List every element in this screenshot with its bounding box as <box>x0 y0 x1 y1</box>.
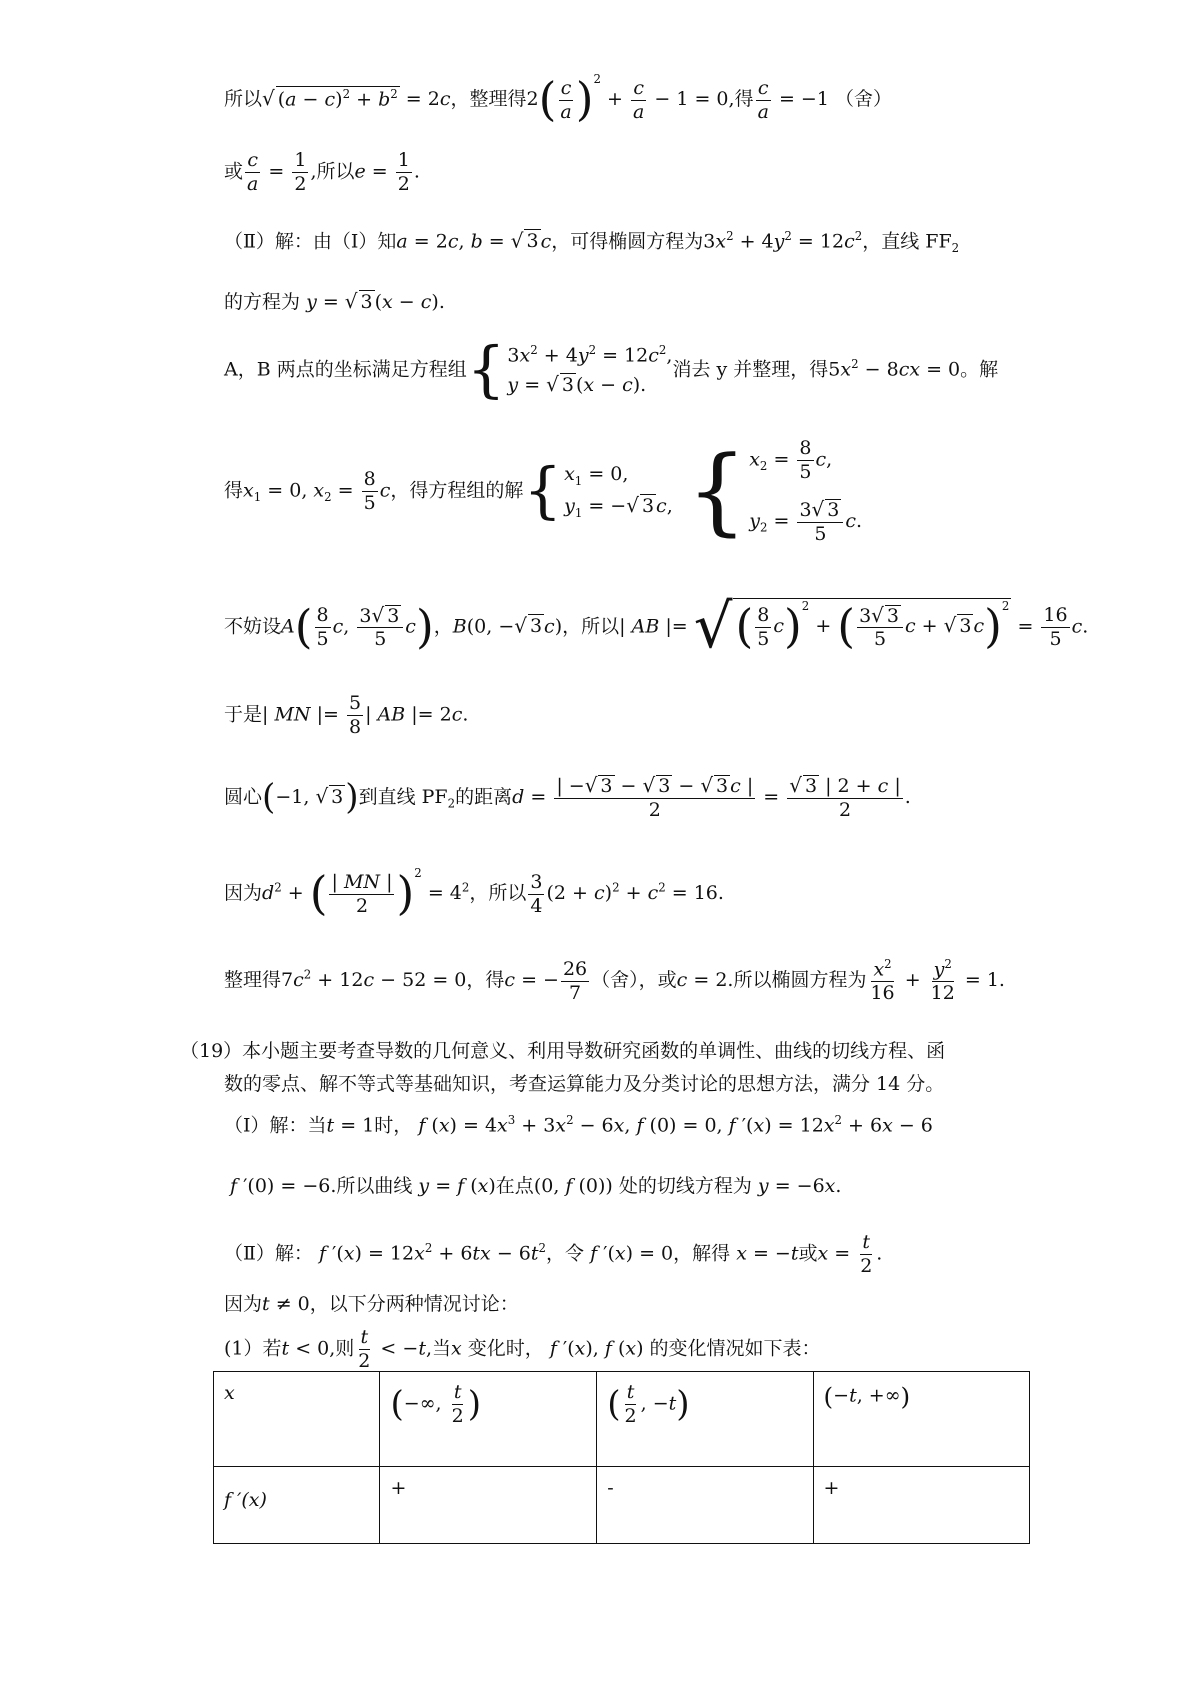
text-she2: （舍），或 <box>591 969 677 992</box>
text-p2-jie: ，解得 <box>673 1242 731 1265</box>
table-row <box>214 1467 1030 1544</box>
text-zhengli: ，整理得 <box>450 88 527 110</box>
text-part2-label: （Ⅱ）解：由（Ⅰ）知 <box>224 230 397 253</box>
text-case1-ze: ,则 <box>329 1337 355 1360</box>
row-label-fprime: f ′(x) <box>214 1467 380 1544</box>
text-bufang: 不妨设 <box>224 615 282 638</box>
text-ab-prefix: A，B 两点的坐标满足方程组 <box>224 358 467 381</box>
text-ab-tail: 。解 <box>960 358 999 381</box>
interval-2: ( $\frac{t}{2}$ , −t) <box>597 1372 813 1467</box>
text-p1-label: （Ⅰ）解：当 <box>224 1114 327 1137</box>
text-de2: ，得 <box>466 969 505 992</box>
text-tangent3: 处的切线方程为 <box>618 1175 752 1197</box>
text-yinwei-t: 因为 <box>224 1293 263 1315</box>
line-2: 或 $\frac{c}{a}$ = $\frac{1}{2}$ ,所以e = $\frac{1}{2}$ . <box>224 149 420 195</box>
line-7: 不妨设A( $\frac{8}{5}$ c, $\frac{3√ 3}{5}$ c)，B(0, −√ 3 c)，所以| AB |= √( $\frac{8}{5}$ c)$^2$ + ( $\frac{3√ 3}{5}$ c + √ 3 c)$^2$ = $\frac{16}{5}$ c. <box>224 592 1089 662</box>
line-8: 于是| MN |= $\frac{5}{8}$ | AB |= 2c. <box>224 692 469 738</box>
text-yushi: 于是 <box>224 703 263 726</box>
text-distance2: 的距离 <box>455 785 513 808</box>
text-distance: 到直线 PF <box>358 785 448 808</box>
text-she: （舍） <box>834 88 892 110</box>
sign-2: - <box>597 1467 813 1544</box>
text-case1-change: 变化时， <box>467 1337 544 1360</box>
text-case1: (1）若 <box>224 1337 282 1360</box>
interval-3: (−t, +∞) <box>813 1372 1029 1467</box>
line-4: 的方程为 y = √ 3 (x − c). <box>224 289 445 313</box>
line-5: A，B 两点的坐标满足方程组 { $3x^2 + 4y^2 = 12c^2$, y = √ 3 (x − c). 消去 y 并整理，得$5x^2 - 8cx = 0$。解 <box>224 335 999 405</box>
q19-part2: （Ⅱ）解： f $'(x) = 12x^2 + 6tx - 6t^2$，令 f ′(x) = 0，解得 x = −t或x = $\frac{t}{2}$ . <box>224 1231 883 1277</box>
text-de-solution: ，得方程组的解 <box>390 479 524 502</box>
text-part2-mid: ，可得椭圆方程为 <box>551 230 704 253</box>
text-suoyi-e: ,所以 <box>310 160 355 183</box>
text-p2-label: （Ⅱ）解： <box>224 1242 313 1265</box>
q19-part1: （Ⅰ）解：当t = 1时， f $(x) = 4x^3 + 3x^2 - 6x$, f (0) = 0, f $'(x) = 12x^2 + 6x - 6$ <box>224 1113 933 1137</box>
text-huo: 或 <box>224 160 244 183</box>
text-suoyi: 所以 <box>224 88 263 110</box>
text-zhengli2: 整理得 <box>224 969 282 992</box>
line-6: 得$x_1 = 0$, $x_2$ = $\frac{8}{5}$ c，得方程组的解 { $x_1 = 0$, $y_1$ = −√ 3 c, { $x_2$ = $\frac{8}{5}$ c, $y_2$ = $\frac{3√ 3}{5}$ c. <box>224 435 863 546</box>
line-3: （Ⅱ）解：由（Ⅰ）知a = 2c, b = √ 3 c，可得椭圆方程为$3x^2 + 4y^2 = 12c^2$，直线 $FF_2$ <box>224 228 960 256</box>
text-ab-mid: 消去 y 并整理，得 <box>672 358 829 381</box>
text-part2-tail: ，直线 FF <box>862 230 952 253</box>
text-suoyi2: ，所以 <box>469 882 527 904</box>
q19-line-1: （19）本小题主要考查导数的几何意义、利用导数研究函数的单调性、曲线的切线方程、函 <box>180 1040 946 1062</box>
text-p1-when: 时， <box>374 1114 413 1137</box>
sign-3: + <box>813 1467 1029 1544</box>
sign-1: + <box>380 1467 597 1544</box>
text-ellipse-final: .所以椭圆方程为 <box>727 969 867 992</box>
table-row <box>214 1372 1030 1467</box>
interval-1: (−∞, $\frac{t}{2}$ ) <box>380 1372 597 1467</box>
q19-line-2: 数的零点、解不等式等基础知识，考查运算能力及分类讨论的思想方法，满分 14 分。 <box>224 1073 945 1095</box>
text-p2-ling: ，令 <box>546 1242 585 1265</box>
q19-two-cases: 因为t ≠ 0，以下分两种情况讨论： <box>224 1293 519 1315</box>
table-header-x: x <box>214 1372 380 1467</box>
text-fangcheng: 的方程为 <box>224 291 301 313</box>
sqrt-expr: $(a - c)^2 + b^2$ <box>277 86 398 110</box>
line-9: 圆心(−1, √ 3)到直线 $PF_2$的距离d = $\frac{| -√ 3 - √ 3 - √ 3 c |}{2}$ = $\frac{√ 3 | 2 + c |}{2}$ . <box>224 773 911 821</box>
text-yuanxin: 圆心 <box>224 785 263 808</box>
text-de: 得 <box>224 479 244 502</box>
q19-tangent: f ′(0) = −6.所以曲线 y = f (x)在点(0, f (0)) 处的切线方程为 y = −6x. <box>230 1175 842 1197</box>
text-de: ,得 <box>728 88 754 110</box>
text-yinwei: 因为 <box>224 882 263 904</box>
text-two-cases: ，以下分两种情况讨论： <box>309 1293 519 1315</box>
text-p2-huo: 或 <box>798 1242 818 1265</box>
q19-case1: (1）若t < 0,则 $\frac{t}{2}$ < −t,当x 变化时， f ′(x), f (x) 的变化情况如下表： <box>224 1326 821 1372</box>
line-10: 因为$d^2$ + ( $\frac{| MN |}{2}$ )$^2 = 4^2$，所以 $\frac{3}{4}$ $(2 + c)^2 + c^2 = 16$. <box>224 866 724 921</box>
text-tangent: .所以曲线 <box>330 1175 413 1197</box>
text-case1-dang: ,当 <box>425 1337 451 1360</box>
line-11: 整理得$7c^2 + 12c - 52 = 0$，得c = − $\frac{26}{7}$ （舍），或c = 2.所以椭圆方程为 $\frac{x^2}{16}$ + $\frac{y^2}{12}$ = 1. <box>224 957 1005 1005</box>
text-suoyi-ab: ，所以 <box>562 615 620 638</box>
text-case1-table: 的变化情况如下表： <box>649 1337 821 1360</box>
line-1: 所以√ $(a - c)^2 + b^2 = 2c$，整理得2( $\frac{c}{a}$ )$^2$ + $\frac{c}{a}$ − 1 = 0,得 $\frac{c}{a}$ = −1 （舍） <box>224 72 892 127</box>
text-tangent2: 在点 <box>495 1175 534 1197</box>
sign-table <box>213 1371 1030 1544</box>
